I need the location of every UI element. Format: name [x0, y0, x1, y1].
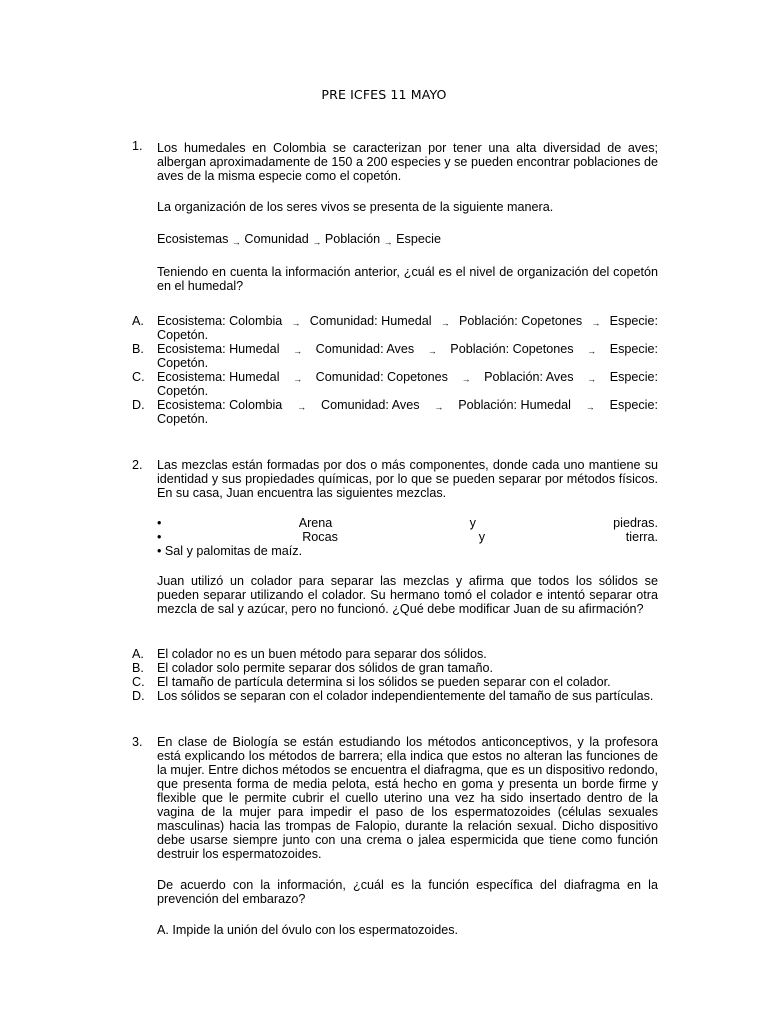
option-part: Especie:	[609, 342, 658, 356]
option-letter: B.	[132, 342, 144, 356]
arrow-icon: →	[297, 402, 307, 412]
option-d: Los sólidos se separan con el colador independientemente del tamaño de sus partículas.	[157, 689, 654, 703]
option-part: Población: Copetones	[450, 342, 574, 356]
arrow-icon: →	[312, 237, 322, 247]
option-part: Ecosistema: Colombia	[157, 398, 283, 412]
chain-item: Población	[324, 232, 381, 246]
question-3-number: 3.	[132, 735, 143, 749]
option-letter: C.	[132, 370, 145, 384]
bullet-word: tierra.	[625, 530, 658, 544]
question-3-option-a: A. Impide la unión del óvulo con los espermatozoides.	[157, 923, 459, 937]
question-2	[157, 458, 658, 500]
arrow-icon: →	[461, 374, 471, 384]
option-c: El tamaño de partícula determina si los sólidos se pueden separar con el colador.	[157, 675, 611, 689]
arrow-icon: →	[427, 346, 437, 356]
bullet-item	[157, 530, 658, 544]
question-2-number: 2.	[132, 458, 143, 472]
question-3-prompt: De acuerdo con la información, ¿cuál es la función específica del diafragma en la prevención del embarazo?	[157, 878, 658, 906]
option-part: Ecosistema: Colombia	[157, 314, 283, 328]
arrow-icon: →	[440, 318, 450, 328]
option-letter: B.	[132, 661, 144, 675]
question-1-intro: La organización de los seres vivos se presenta de la siguiente manera.	[157, 200, 554, 214]
option-part: Comunidad: Aves	[321, 398, 420, 412]
chain-item: Ecosistemas	[157, 232, 229, 246]
option-d	[157, 398, 658, 426]
bullet-item	[157, 516, 658, 530]
chain-item: Especie	[396, 232, 441, 246]
question-1-stem: Los humedales en Colombia se caracterizan por tener una alta diversidad de aves; albergan aproximadamente de 150 a 200 especies y se pueden encontrar poblaciones de aves de la misma especie como el copetón.	[157, 141, 658, 183]
option-part: Especie:	[609, 314, 658, 328]
question-1-number: 1.	[132, 139, 143, 153]
option-tail: Copetón.	[157, 328, 209, 342]
option-part: Ecosistema: Humedal	[157, 342, 280, 356]
question-2-prompt: Juan utilizó un colador para separar las mezclas y afirma que todos los sólidos se pueden separar utilizando el colador. Su hermano tomó el colador e intentó separar otra mezcla de sal y azúcar, pero no funcionó. ¿Qué debe modificar Juan de su afirmación?	[157, 574, 658, 616]
option-part: Especie:	[609, 370, 658, 384]
arrow-icon: →	[434, 402, 444, 412]
option-part: Especie:	[609, 398, 658, 412]
option-letter: A.	[132, 647, 144, 661]
question-1	[157, 141, 658, 293]
arrow-icon: →	[585, 402, 595, 412]
arrow-icon: →	[587, 374, 597, 384]
option-a: El colador no es un buen método para separar dos sólidos.	[157, 647, 487, 661]
bullet-word: Arena	[298, 516, 333, 530]
option-part: Comunidad: Aves	[315, 342, 415, 356]
bullet-word: y	[469, 516, 476, 530]
bullet-word: y	[478, 530, 485, 544]
option-b	[157, 342, 658, 370]
question-1-prompt: Teniendo en cuenta la información anterior, ¿cuál es el nivel de organización del copetón en el humedal?	[157, 265, 658, 293]
question-2-bullets	[157, 516, 658, 558]
option-part: Población: Aves	[484, 370, 574, 384]
question-3-stem: En clase de Biología se están estudiando los métodos anticonceptivos, y la profesora está explicando los métodos de barrera; ella indica que estos no alteran las funciones de la mujer. Entre dichos métodos se encuentra el diafragma, que es un dispositivo redondo, que presenta forma de media pelota, está hecho en goma y presenta un borde firme y flexible que le permite cubrir el cuello uterino una vez ha sido insertado dentro de la vagina de la mujer para impedir el paso de los espermatozoides (células sexuales masculinas) hacia las trompas de Falopio, durante la relación sexual. Dicho dispositivo debe usarse siempre junto con una crema o jalea espermicida que tiene como función destruir los espermatozoides.	[157, 735, 658, 861]
option-part: Población: Copetones	[458, 314, 583, 328]
option-tail: Copetón.	[157, 384, 209, 398]
arrow-icon: →	[587, 346, 597, 356]
chain-item: Comunidad	[244, 232, 309, 246]
option-a	[157, 314, 658, 342]
option-part: Población: Humedal	[458, 398, 571, 412]
bullet-word: piedras.	[613, 516, 658, 530]
question-2-stem: Las mezclas están formadas por dos o más componentes, donde cada uno mantiene su identidad y sus propiedades químicas, por lo que se pueden separar por métodos físicos. En su casa, Juan encuentra las siguientes mezclas.	[157, 458, 658, 500]
option-letter: C.	[132, 675, 145, 689]
arrow-icon: →	[293, 374, 303, 384]
arrow-icon: →	[383, 237, 393, 247]
question-1-chain	[157, 232, 658, 247]
bullet-icon: •	[157, 530, 162, 544]
page-title: PRE ICFES 11 MAYO	[321, 87, 447, 102]
option-letter: D.	[132, 689, 145, 703]
bullet-icon: •	[157, 516, 162, 530]
option-part: Comunidad: Copetones	[315, 370, 448, 384]
arrow-icon: →	[591, 318, 601, 328]
bullet-item: • Sal y palomitas de maíz.	[157, 544, 303, 558]
option-c	[157, 370, 658, 398]
bullet-word: Rocas	[302, 530, 338, 544]
option-part: Ecosistema: Humedal	[157, 370, 280, 384]
arrow-icon: →	[291, 318, 301, 328]
option-letter: D.	[132, 398, 145, 412]
arrow-icon: →	[293, 346, 303, 356]
arrow-icon: →	[231, 237, 241, 247]
option-b: El colador solo permite separar dos sólidos de gran tamaño.	[157, 661, 494, 675]
option-letter: A.	[132, 314, 144, 328]
option-tail: Copetón.	[157, 356, 209, 370]
question-3	[157, 735, 658, 937]
question-2-prompt-block	[157, 574, 658, 616]
option-tail: Copetón.	[157, 412, 209, 426]
option-part: Comunidad: Humedal	[309, 314, 432, 328]
